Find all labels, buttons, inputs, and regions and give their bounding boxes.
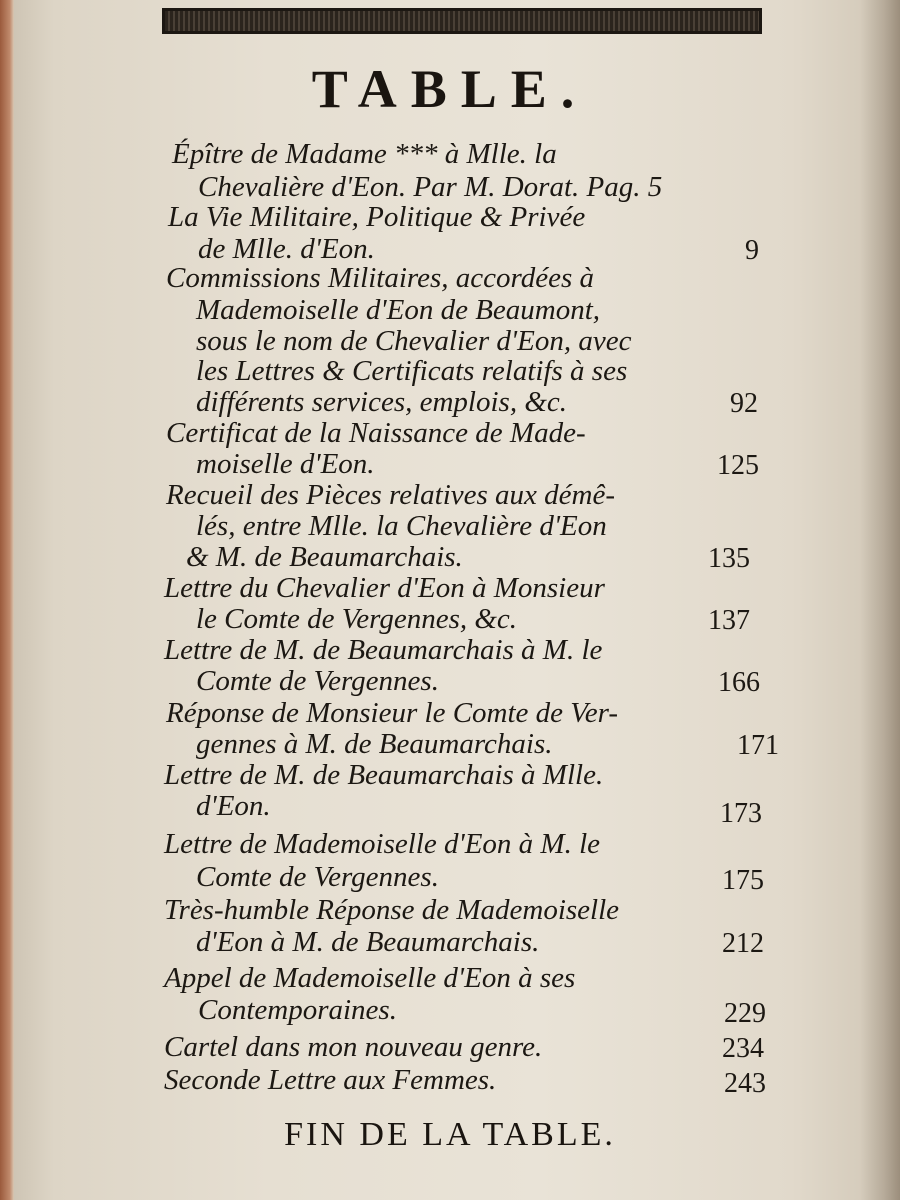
toc-page-number: 234 — [722, 1033, 764, 1064]
toc-page-number: 173 — [720, 798, 762, 829]
toc-line: Lettre du Chevalier d'Eon à Monsieur — [164, 572, 605, 604]
toc-line: Recueil des Pièces relatives aux démê- — [166, 479, 616, 511]
toc-line: différents services, emplois, &c. — [196, 386, 568, 418]
toc-page-number: 92 — [730, 388, 758, 419]
toc-line: gennes à M. de Beaumarchais. — [196, 728, 553, 760]
page-heading: TABLE. — [311, 59, 589, 119]
toc-line: Très-humble Réponse de Mademoiselle — [164, 894, 620, 926]
toc-line: d'Eon à M. de Beaumarchais. — [196, 926, 540, 958]
toc-page-number: 229 — [724, 998, 766, 1029]
table-end-footer: FIN DE LA TABLE. — [284, 1116, 616, 1153]
toc-page-number: 175 — [722, 865, 764, 896]
toc-page-number: 135 — [708, 543, 750, 574]
toc-line: moiselle d'Eon. — [196, 448, 375, 480]
toc-line: Certificat de la Naissance de Made- — [166, 417, 586, 449]
toc-line: d'Eon. — [196, 790, 271, 822]
toc-line: Réponse de Monsieur le Comte de Ver- — [166, 697, 619, 729]
toc-line: & M. de Beaumarchais. — [186, 541, 463, 573]
toc-line: le Comte de Vergennes, &c. — [196, 603, 518, 635]
toc-line: Comte de Vergennes. — [196, 861, 439, 893]
toc-page-number: 137 — [708, 605, 750, 636]
toc-line: Mademoiselle d'Eon de Beaumont, — [196, 294, 601, 326]
toc-line: Comte de Vergennes. — [196, 665, 439, 697]
toc-page-number: 125 — [717, 450, 759, 481]
toc-line: La Vie Militaire, Politique & Privée — [168, 201, 586, 233]
toc-line: Épître de Madame *** à Mlle. la — [172, 138, 557, 170]
toc-line: les Lettres & Certificats relatifs à ses — [196, 355, 628, 387]
toc-line: lés, entre Mlle. la Chevalière d'Eon — [196, 510, 607, 542]
toc-line: de Mlle. d'Eon. — [198, 233, 375, 265]
toc-page-number: 212 — [722, 928, 764, 959]
toc-page-number: 166 — [718, 667, 760, 698]
toc-line: sous le nom de Chevalier d'Eon, avec — [196, 325, 632, 357]
toc-line: Chevalière d'Eon. Par M. Dorat. Pag. 5 — [198, 171, 663, 203]
toc-line: Contemporaines. — [198, 994, 397, 1026]
toc-line: Seconde Lettre aux Femmes. — [164, 1064, 497, 1096]
toc-page-number: 171 — [737, 730, 779, 761]
toc-line: Commissions Militaires, accordées à — [166, 262, 594, 294]
toc-line: Lettre de Mademoiselle d'Eon à M. le — [164, 828, 600, 860]
toc-line: Cartel dans mon nouveau genre. — [164, 1031, 543, 1063]
toc-page-number: 9 — [745, 235, 759, 266]
toc-line: Lettre de M. de Beaumarchais à M. le — [164, 634, 603, 666]
toc-line: Lettre de M. de Beaumarchais à Mlle. — [164, 759, 604, 791]
toc-line: Appel de Mademoiselle d'Eon à ses — [164, 962, 576, 994]
toc-page-number: 243 — [724, 1068, 766, 1099]
